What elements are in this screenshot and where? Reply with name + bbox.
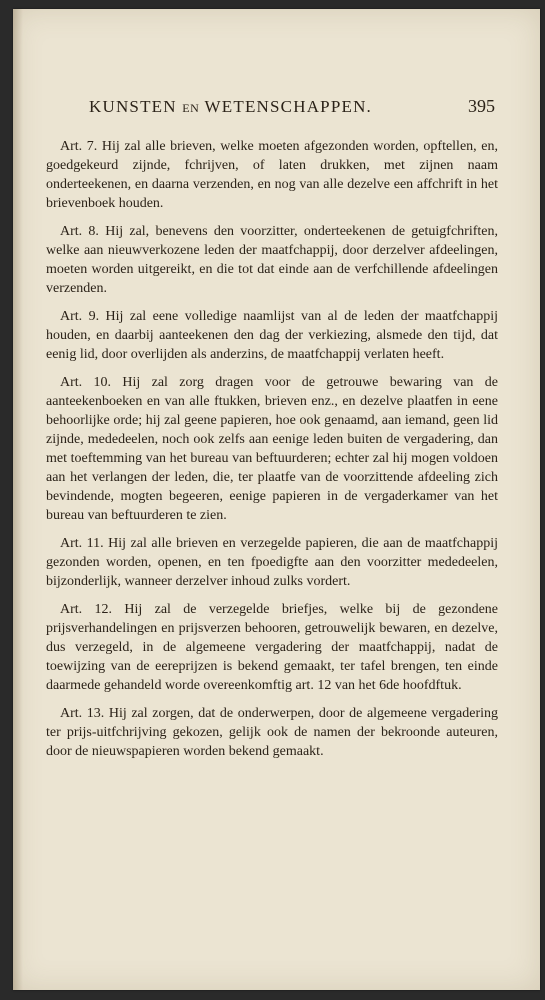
article-12: Art. 12. Hij zal de verzegelde briefjes, welke bij de gezondene prijsverhandelingen en prijsverzen behooren, getrouwelijk bewaren, en dezelve, dus verzegeld, in de algemeene vergadering der maatfchappij, nadat de toewijzing van de eereprijzen is bekend gemaakt, ter tafel brengen, ten einde daarmede gehandeld worde overeenkomftig art. 12 van het 6de hoofdftuk. [46, 602, 498, 693]
running-title-part1: KUNSTEN [89, 97, 177, 116]
running-title-conjunction: EN [182, 101, 200, 115]
article-9: Art. 9. Hij zal eene volledige naamlijst van al de leden der maatfchappij houden, en daarbij aanteekenen den dag der verkiezing, alsmede den tijd, dat eenig lid, door overlijden als anderzins, de maatfchappij verlaten heeft. [46, 309, 498, 362]
running-title-part2: WETENSCHAPPEN. [204, 97, 372, 116]
article-7: Art. 7. Hij zal alle brieven, welke moeten afgezonden worden, opftellen, en, goedgekeurd zijnde, fchrijven, of laten drukken, met zijnen naam onderteekenen, en daarna verzenden, en nog van alle dezelve een affchrift in het brievenboek houden. [46, 139, 498, 211]
book-page [13, 9, 540, 990]
article-13: Art. 13. Hij zal zorgen, dat de onderwerpen, door de algemeene vergadering ter prijs-uitfchrijving gekozen, gelijk ook de namen der bekroonde auteuren, door de nieuwspapieren worden bekend gemaakt. [46, 706, 498, 759]
page-number: 395 [468, 96, 495, 116]
article-10: Art. 10. Hij zal zorg dragen voor de getrouwe bewaring van de aanteekenboeken en van alle ftukken, brieven enz., en dezelve plaatfen in eene behoorlijke orde; hij zal geene papieren, hoe ook genaamd, aan iemand, geen lid zijnde, mededeelen, noch ook zelfs aan eenige leden buiten de vergadering, dan met toeftemming van het bureau van beftuurderen; echter zal hij mogen voldoen aan het verlangen der leden, die, ter plaatfe van de voorzittende afdeeling zich bevindende, mogten begeeren, eenige papieren in de vergaderkamer van het bureau van beftuurderen te zien. [46, 375, 498, 523]
running-title [89, 97, 372, 117]
body-text [46, 137, 498, 770]
article-11: Art. 11. Hij zal alle brieven en verzegelde papieren, die aan de maatfchappij gezonden worden, openen, en ten fpoedigfte aan den voorzitter mededeelen, bijzonderlijk, wanneer derzelver inhoud zulks vordert. [46, 536, 498, 589]
page-header [89, 97, 509, 123]
article-8: Art. 8. Hij zal, benevens den voorzitter, onderteekenen de getuigfchriften, welke aan nieuwverkozene leden der maatfchappij, door derzelver afdeelingen, moeten worden uitgereikt, en die tot dat einde aan de verfchillende afdeelingen verzenden. [46, 224, 498, 296]
